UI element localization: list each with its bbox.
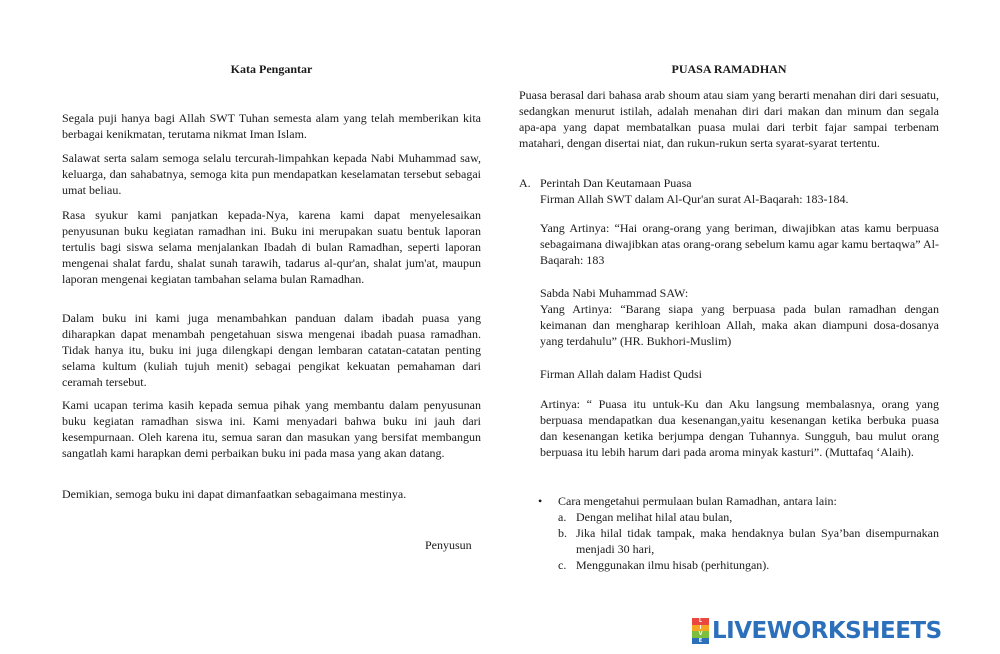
bullet-text: Cara mengetahui permulaan bulan Ramadhan, antara lain: <box>558 494 837 508</box>
artinya-quran: Yang Artinya: “Hai orang-orang yang beriman, diwajibkan atas kamu berpuasa sebagaimana diwajibkan atas orang-orang sebelum kamu agar kamu bertaqwa” Al-Baqarah: 183 <box>540 221 939 267</box>
intro-paragraph: Puasa berasal dari bahasa arab shoum atau siam yang berarti menahan diri dari sesuatu, sedangkan menurut istilah, adalah menahan diri dari makan dan minum dan segala apa-apa yang dapat membatalkan puasa mulai dari terbit fajar sampai terbenam matahari, dengan disertai niat, dan rukun-rukun serta syarat-syarat tertentu. <box>519 88 939 150</box>
bullet-icon: • <box>538 494 543 508</box>
sabda-heading: Sabda Nabi Muhammad SAW: <box>540 286 689 300</box>
signature: Penyusun <box>425 538 472 552</box>
artinya-hadith: Yang Artinya: “Barang siapa yang berpuasa pada bulan ramadhan dengan keimanan dan mengharap kerihloan Allah, maka akan diampuni dosa-dosanya yang terdahulu” (HR. Bukhori-Muslim) <box>540 302 939 348</box>
paragraph: Kami ucapan terima kasih kepada semua pihak yang membantu dalam penyusunan buku kegiatan ramadhan siswa ini. Kami menyadari bahwa buku ini jauh dari kesempurnaan. Oleh karena itu, semua saran dan masukan yang bersifat membangun sangatlah kami harapkan demi perbaikan buku ini pada masa yang akan datang. <box>62 398 481 460</box>
artinya-qudsi: Artinya: “ Puasa itu untuk-Ku dan Aku langsung membalasnya, orang yang berpuasa mendapatkan dua kesenangan,yaitu kesenangan ketika berbuka puasa dan kesenangan ketika berjumpa dengan Tuhannya. Sungguh, bau mulut orang berpuasa itu lebih harum dari pada aroma minyak kasturi”. (Muttafaq ‘Alaih). <box>540 397 939 459</box>
live-badge-icon <box>692 618 709 644</box>
right-page-title: PUASA RAMADHAN <box>671 62 787 76</box>
badge-letter: L <box>692 618 709 625</box>
firman-line: Firman Allah SWT dalam Al-Qur'an surat Al-Baqarah: 183-184. <box>540 192 849 206</box>
sub-item-marker: c. <box>558 558 567 572</box>
liveworksheets-wordmark: LIVEWORKSHEETS <box>712 618 942 644</box>
sub-item-text: Jika hilal tidak tampak, maka hendaknya bulan Sya’ban disempurnakan menjadi 30 hari, <box>576 526 939 556</box>
paragraph: Demikian, semoga buku ini dapat dimanfaatkan sebagaimana mestinya. <box>62 487 407 501</box>
left-page-title: Kata Pengantar <box>230 62 313 76</box>
section-heading: Perintah Dan Keutamaan Puasa <box>540 176 692 190</box>
badge-letter: V <box>692 631 709 638</box>
qudsi-heading: Firman Allah dalam Hadist Qudsi <box>540 367 702 381</box>
paragraph: Segala puji hanya bagi Allah SWT Tuhan semesta alam yang telah memberikan kita berbagai kenikmatan, terutama nikmat Iman Islam. <box>62 111 481 141</box>
sub-item-marker: a. <box>558 510 567 524</box>
paragraph: Dalam buku ini kami juga menambahkan panduan dalam ibadah puasa yang diharapkan dapat menambah pengetahuan siswa mengenai ibadah puasa ramadhan. Tidak hanya itu, buku ini juga dilengkapi dengan lembaran catatan-catatan penting selama kultum (kuliah tujuh menit) sebagai pengikat kekuatan pemahaman dari ceramah tersebut. <box>62 311 481 389</box>
section-marker: A. <box>519 176 531 190</box>
paragraph: Salawat serta salam semoga selalu tercurah-limpahkan kepada Nabi Muhammad saw, keluarga, dan sahabatnya, semoga kita pun mendapatkan keselamatan tersebut sebagai umat beliau. <box>62 151 481 197</box>
liveworksheets-logo <box>692 617 992 645</box>
paragraph: Rasa syukur kami panjatkan kepada-Nya, karena kami dapat menyelesaikan penyusunan buku kegiatan ramadhan ini. Buku ini merupakan suatu bentuk laporan tertulis bagi siswa selama menjalankan Ibadah di bulan Ramadhan, seperti laporan mengenai shalat fardu, shalat sunah tarawih, tadarus al-qur'an, shalat jum'at, maupun laporan mengenai kegiatan tambahan selama bulan Ramadhan. <box>62 208 481 286</box>
badge-letter: I <box>692 625 709 632</box>
sub-item-text: Dengan melihat hilal atau bulan, <box>576 510 733 524</box>
sub-item-text: Menggunakan ilmu hisab (perhitungan). <box>576 558 770 572</box>
sub-item-marker: b. <box>558 526 567 540</box>
badge-letter: E <box>692 638 709 645</box>
